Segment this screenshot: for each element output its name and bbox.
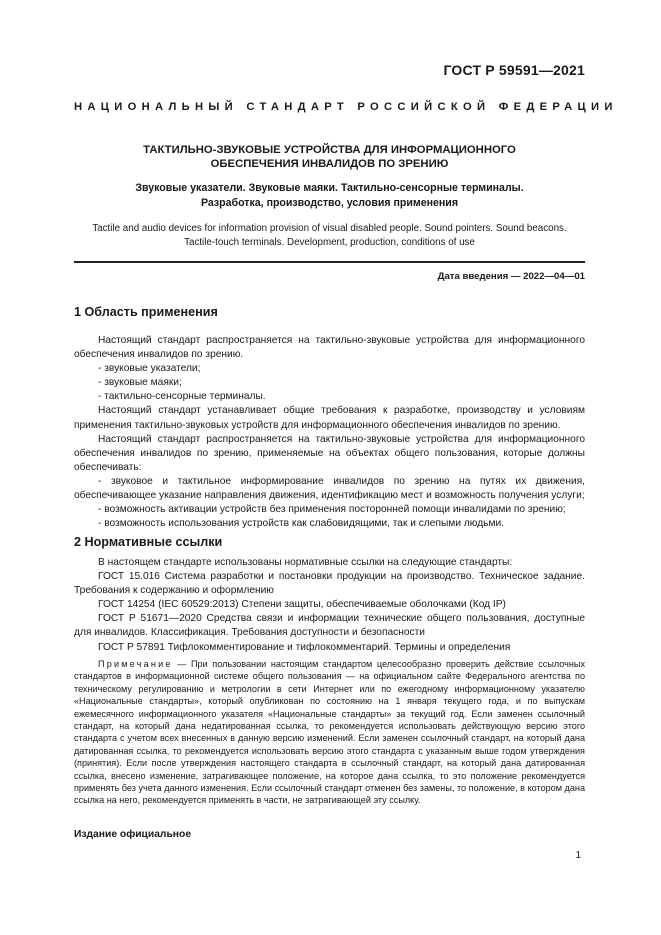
reference-item: ГОСТ 15.016 Система разработки и постановки продукции на производство. Техническое задание. Требования к содержанию и оформлению: [74, 571, 585, 597]
document-number: ГОСТ Р 59591—2021: [443, 62, 585, 78]
introduction-date: Дата введения — 2022—04—01: [437, 271, 585, 282]
paragraph: Настоящий стандарт распространяется на тактильно-звуковые устройства для информационного обеспечения инвалидов по зрению, применяемые на объектах общего пользования, которые должны обеспечивать:: [74, 433, 585, 473]
note-label: Примечание: [98, 659, 173, 669]
divider-line: [74, 261, 585, 263]
english-title-line-1: Tactile and audio devices for information provision of visual disabled people. Sound pointers. Sound beacons.: [92, 223, 567, 234]
section-1-body: [74, 334, 585, 531]
subtitle-line-2: Разработка, производство, условия применения: [200, 196, 459, 209]
official-edition-label: Издание официальное: [74, 829, 192, 840]
list-item: - звуковые указатели;: [98, 363, 201, 375]
page-number: 1: [575, 850, 581, 861]
section-1-heading: 1 Область применения: [74, 305, 218, 319]
list-item: - возможность активации устройств без применения посторонней помощи инвалидами по зрению;: [98, 504, 566, 516]
reference-item: ГОСТ Р 51671—2020 Средства связи и информации технические общего пользования, доступные для инвалидов. Классификация. Требования доступности и безопасности: [74, 613, 585, 639]
note-text: — При пользовании настоящим стандартом целесообразно проверить действие ссылочных стандартов в информационной системе общего пользования — на официальном сайте Федерального агентства по техническому регулированию и метрологии в сети Интернет или по ежегодному информационному указателю «Национальные стандарты», который опубликован по состоянию на 1 января текущего года, и по выпускам ежемесячного информационного указателя «Национальные стандарты» за текущий год. Если заменен ссылочный стандарт, на который дана недатированная ссылка, то рекомендуется использовать действующую версию этого стандарта с учетом всех внесенных в данную версию изменений. Если заменен ссылочный стандарт, на который дана датированная ссылка, то рекомендуется использовать версию этого стандарта с указанным выше годом утверждения (принятия). Если после утверждения настоящего стандарта в ссылочный стандарт, на который дана датированная ссылка, внесено изменение, затрагивающее положение, на которое дана ссылка, то это положение рекомендуется применять без учета данного изменения. Если ссылочный стандарт отменен без замены, то положение, в котором дана ссылка на него, рекомендуется применять в части, не затрагивающей эту ссылку.: [74, 659, 585, 806]
note: [74, 658, 585, 807]
paragraph: Настоящий стандарт распространяется на тактильно-звуковые устройства для информационного обеспечения инвалидов по зрению.: [74, 335, 585, 361]
subtitle-line-1: Звуковые указатели. Звуковые маяки. Тактильно-сенсорные терминалы.: [135, 182, 524, 194]
english-title-line-2: Tactile-touch terminals. Development, production, conditions of use: [184, 236, 475, 248]
standard-title: [74, 143, 585, 171]
paragraph: В настоящем стандарте использованы нормативные ссылки на следующие стандарты:: [98, 557, 513, 568]
list-item: - возможность использования устройств как слабовидящими, так и слепыми людьми.: [98, 518, 504, 530]
list-item: - звуковое и тактильное информирование инвалидов по зрению на путях их движения, обеспечивающее указание направления движения, идентификацию мест и возможность получения услуги;: [74, 475, 585, 502]
english-title: [64, 222, 595, 249]
national-standard-heading: НАЦИОНАЛЬНЫЙ СТАНДАРТ РОССИЙСКОЙ ФЕДЕРАЦИИ: [74, 101, 618, 113]
reference-item: ГОСТ 14254 (IEC 60529:2013) Степени защиты, обеспечиваемые оболочками (Код IP): [98, 599, 506, 611]
list-item: - тактильно-сенсорные терминалы.: [98, 391, 266, 403]
title-line-1: ТАКТИЛЬНО-ЗВУКОВЫЕ УСТРОЙСТВА ДЛЯ ИНФОРМАЦИОННОГО: [143, 144, 516, 156]
section-2-body: [74, 556, 585, 655]
standard-subtitle: [74, 181, 585, 210]
title-line-2: ОБЕСПЕЧЕНИЯ ИНВАЛИДОВ ПО ЗРЕНИЮ: [210, 158, 449, 170]
list-item: - звуковые маяки;: [98, 377, 182, 389]
reference-item: ГОСТ Р 57891 Тифлокомментирование и тифлокомментарий. Термины и определения: [98, 641, 511, 653]
paragraph: Настоящий стандарт устанавливает общие требования к разработке, производству и условиям применения тактильно-звуковых устройств для информационного обеспечения инвалидов по зрению.: [74, 405, 585, 431]
section-2-heading: 2 Нормативные ссылки: [74, 535, 223, 549]
